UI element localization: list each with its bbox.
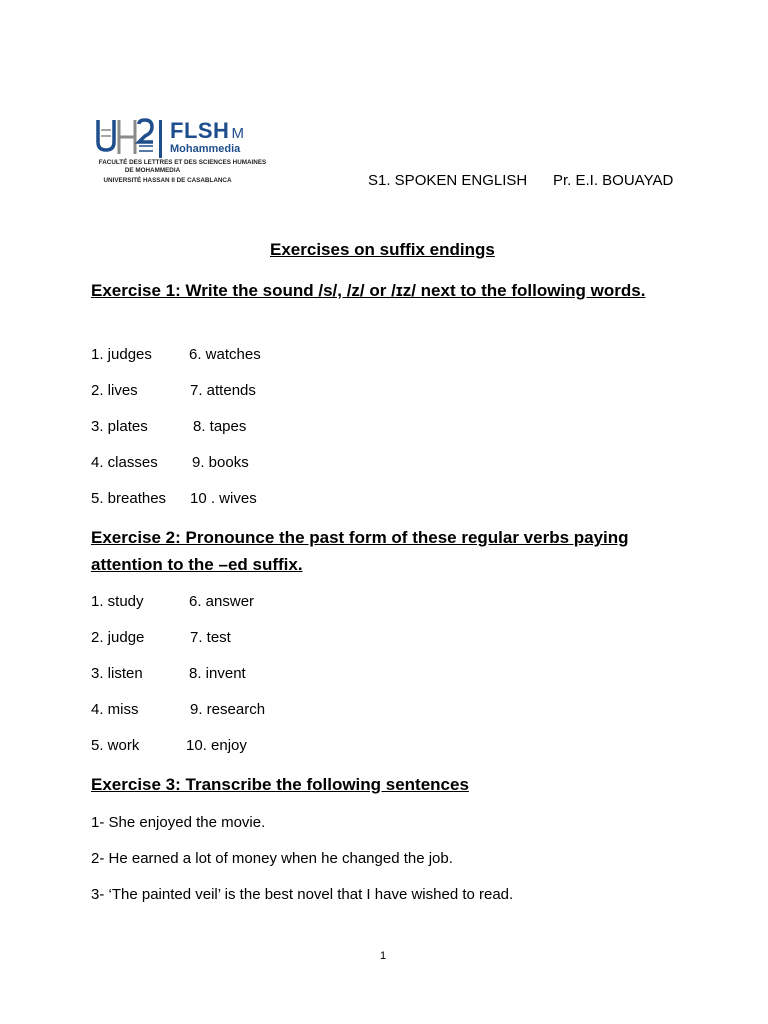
professor-name: Pr. E.I. BOUAYAD — [553, 172, 674, 189]
document-title: Exercises on suffix endings — [270, 240, 495, 259]
logo-brand-text: FLSH — [170, 118, 230, 143]
logo-brand-suffix: M — [231, 125, 245, 142]
exercise3-sentence: 2- He earned a lot of money when he changed the job. — [91, 850, 453, 867]
exercise3-sentence: 1- She enjoyed the movie. — [91, 814, 266, 831]
exercise1-heading: Exercise 1: Write the sound /s/, /z/ or /ɪz/ next to the following words. — [91, 281, 646, 300]
exercise2-item: 4. miss — [91, 701, 139, 718]
exercise1-item: 10 . wives — [190, 490, 257, 507]
exercise1-item: 2. lives — [91, 382, 138, 399]
exercise2-item: 9. research — [190, 701, 266, 718]
uh2-emblem-icon — [95, 118, 155, 158]
page-number: 1 — [380, 950, 387, 962]
exercise1-item: 5. breathes — [91, 490, 167, 507]
exercise1-item: 9. books — [192, 454, 249, 471]
logo-divider — [159, 120, 162, 158]
logo-city: Mohammedia — [170, 143, 241, 155]
exercise2-item: 10. enjoy — [186, 737, 247, 754]
exercise2-item: 6. answer — [189, 593, 255, 610]
exercise2-item: 8. invent — [189, 665, 246, 682]
logo-faculty-line2: DE MOHAMMEDIA — [124, 167, 181, 174]
exercise1-item: 3. plates — [91, 418, 148, 435]
university-logo — [95, 118, 270, 190]
exercise1-item: 4. classes — [91, 454, 158, 471]
exercise1-item: 8. tapes — [193, 418, 247, 435]
exercise2-heading: Exercise 2: Pronounce the past form of these regular verbs paying attention to the –ed suffix. — [91, 528, 629, 574]
exercise3-heading: Exercise 3: Transcribe the following sentences — [91, 775, 469, 794]
course-name: S1. SPOKEN ENGLISH — [368, 172, 528, 189]
exercise2-item: 3. listen — [91, 665, 143, 682]
exercise1-item: 1. judges — [91, 346, 152, 363]
exercise1-item: 7. attends — [190, 382, 256, 399]
exercise1-item: 6. watches — [189, 346, 261, 363]
exercise2-item: 2. judge — [91, 629, 145, 646]
exercise2-item: 5. work — [91, 737, 140, 754]
exercise3-sentence: 3- ‘The painted veil’ is the best novel that I have wished to read. — [91, 886, 514, 903]
exercise2-item: 1. study — [91, 593, 144, 610]
logo-university-line: UNIVERSITÉ HASSAN II DE CASABLANCA — [103, 177, 232, 184]
exercise2-item: 7. test — [190, 629, 231, 646]
logo-faculty-line: FACULTÉ DES LETTRES ET DES SCIENCES HUMAINES — [98, 159, 267, 166]
